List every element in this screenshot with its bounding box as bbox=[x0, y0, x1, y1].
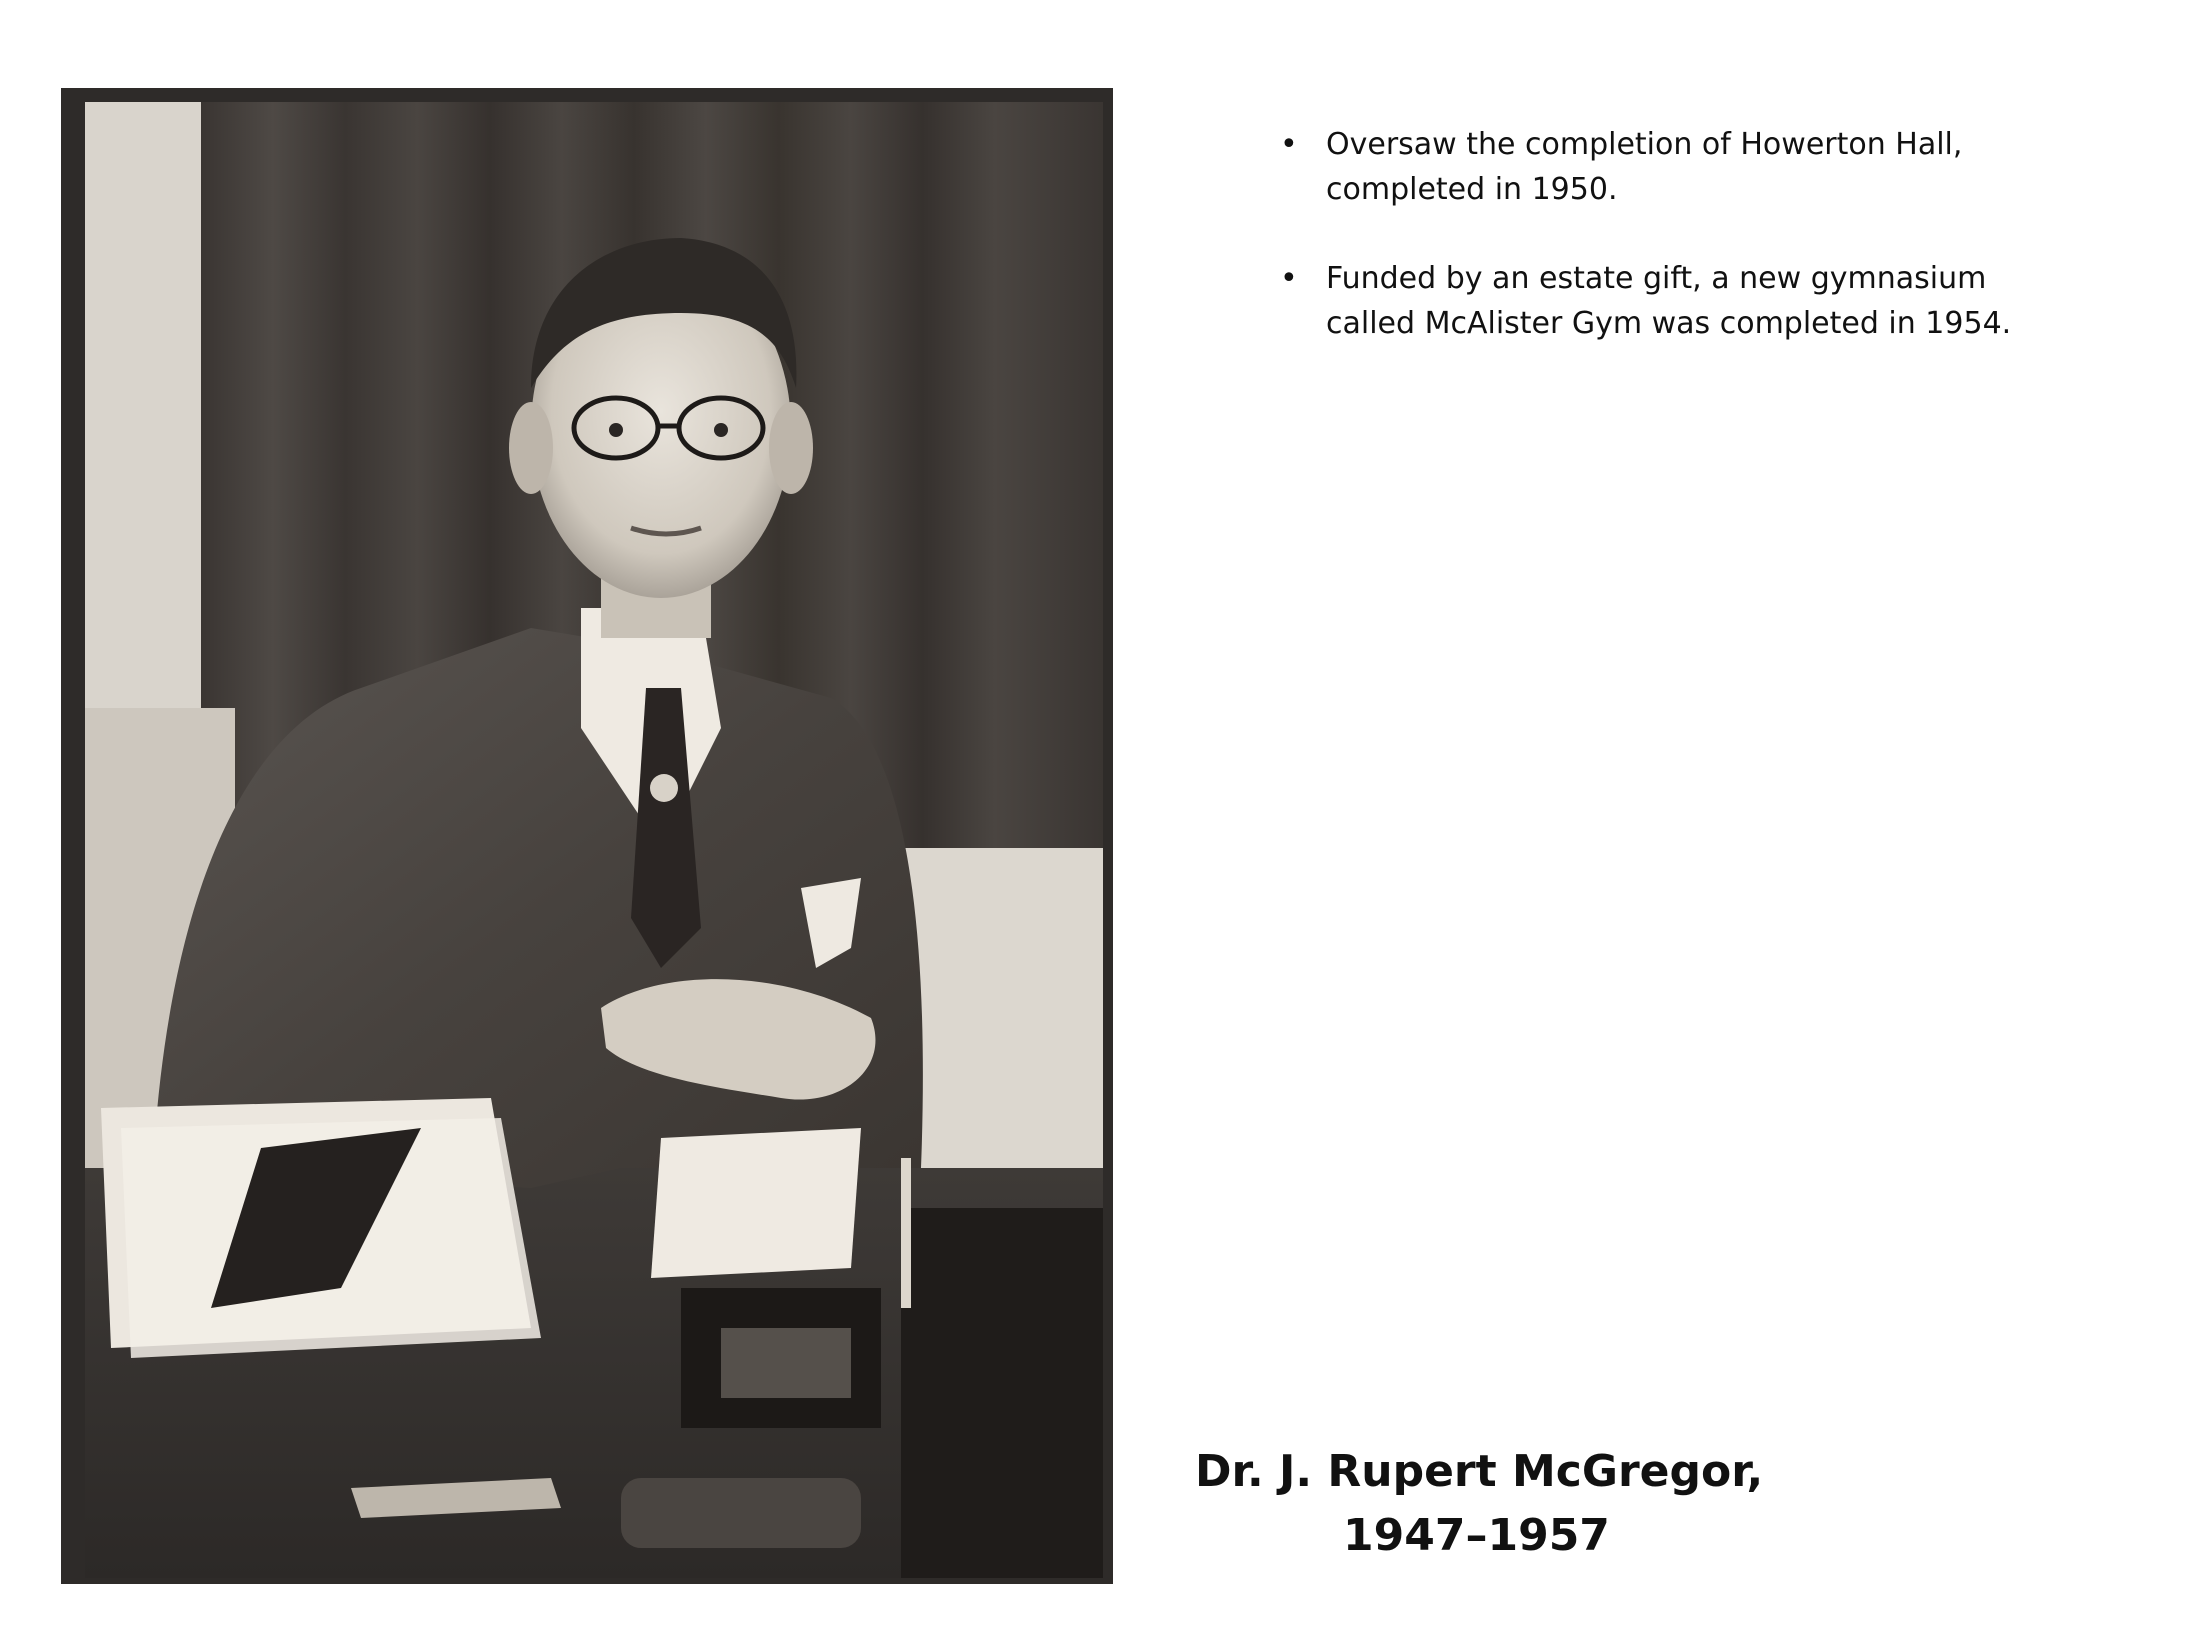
bullet-text: Oversaw the completion of Howerton Hall, completed in 1950. bbox=[1326, 127, 1963, 207]
portrait-photo bbox=[61, 88, 1113, 1584]
bullet-item bbox=[1278, 122, 2038, 212]
bullet-item bbox=[1278, 256, 2038, 346]
bullet-dot: • bbox=[1280, 127, 1298, 162]
caption-name: Dr. J. Rupert McGregor, bbox=[1195, 1446, 1764, 1497]
bullet-dot: • bbox=[1280, 261, 1298, 296]
caption-years: 1947–1957 bbox=[1343, 1510, 1610, 1561]
bullet-list bbox=[1278, 122, 2038, 390]
portrait-photo-image bbox=[61, 88, 1113, 1584]
photo-caption bbox=[1195, 1440, 1795, 1568]
bullet-text: Funded by an estate gift, a new gymnasium called McAlister Gym was completed in 1954. bbox=[1326, 261, 2012, 341]
